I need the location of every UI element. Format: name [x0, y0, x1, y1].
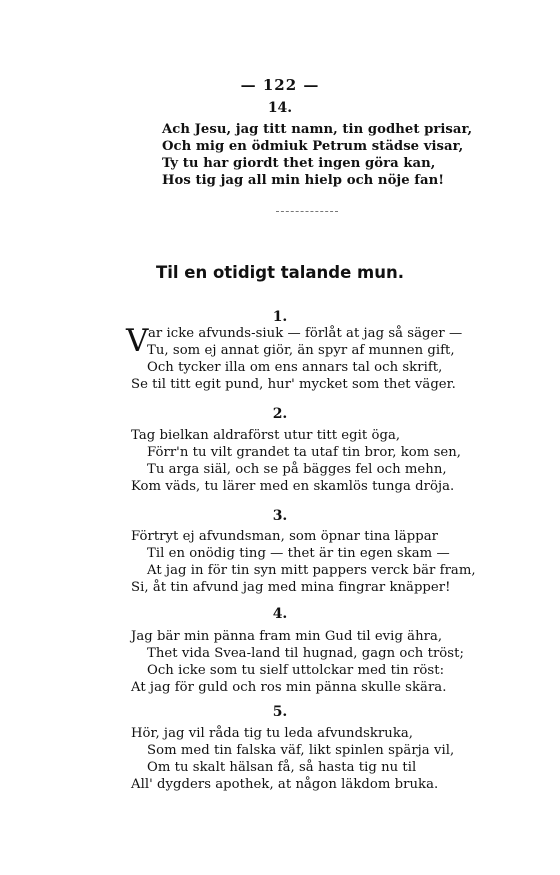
stanza-number: 2. [272, 406, 288, 422]
stanza-number: 3. [272, 508, 288, 524]
verse-line: Tu arga siäl, och se på bägges fel och mehn, [147, 462, 447, 477]
drop-cap-initial: V [126, 323, 149, 359]
poem-title: Til en otidigt talande mun. [155, 263, 405, 282]
page-number: — 122 — [240, 76, 320, 94]
verse-line: At jag in för tin syn mitt pappers verck bär fram, [147, 563, 476, 578]
verse-line: Om tu skalt hälsan få, så hasta tig nu til [147, 760, 417, 775]
verse-line: At jag för guld och ros min pänna skulle skära. [131, 680, 447, 695]
verse-line: Förtryt ej afvundsman, som öpnar tina läppar [131, 529, 438, 544]
verse-line: Tu, som ej annat giör, än spyr af munnen gift, [147, 343, 455, 358]
stanza-number: 4. [272, 606, 288, 622]
verse-line: Se til titt egit pund, hur' mycket som thet väger. [131, 377, 456, 392]
stanza-number: 14. [267, 100, 293, 116]
verse-line: Si, åt tin afvund jag med mina fingrar knäpper! [131, 580, 451, 595]
verse-line: Och mig en ödmiuk Petrum städse visar, [162, 139, 464, 154]
verse-line: Tag bielkan aldraförst utur titt egit öga, [131, 428, 401, 443]
stanza-number: 5. [272, 704, 288, 720]
section-divider [276, 211, 338, 212]
verse-line: Ach Jesu, jag titt namn, tin godhet prisar, [162, 122, 473, 137]
verse-line: Och icke som tu sielf uttolckar med tin röst: [147, 663, 445, 678]
verse-line: Til en onödig ting — thet är tin egen skam — [147, 546, 450, 561]
verse-line: All' dygders apothek, at någon läkdom bruka. [131, 777, 439, 792]
verse-line: Och tycker illa om ens annars tal och skrift, [147, 360, 443, 375]
verse-line: Hos tig jag all min hielp och nöje fan! [162, 173, 445, 188]
verse-line: ar icke afvunds-siuk — förlåt at jag så säger — [148, 326, 463, 341]
verse-line: Kom väds, tu lärer med en skamlös tunga dröja. [131, 479, 455, 494]
stanza-number: 1. [272, 309, 288, 325]
verse-line: Som med tin falska väf, likt spinlen spärja vil, [147, 743, 455, 758]
verse-line: Förr'n tu vilt grandet ta utaf tin bror, kom sen, [147, 445, 462, 460]
verse-line: Ty tu har giordt thet ingen göra kan, [162, 156, 436, 171]
verse-line: Thet vida Svea-land til hugnad, gagn och tröst; [147, 646, 464, 661]
verse-line: Hör, jag vil råda tig tu leda afvundskruka, [131, 726, 414, 741]
verse-line: Jag bär min pänna fram min Gud til evig ähra, [131, 629, 443, 644]
